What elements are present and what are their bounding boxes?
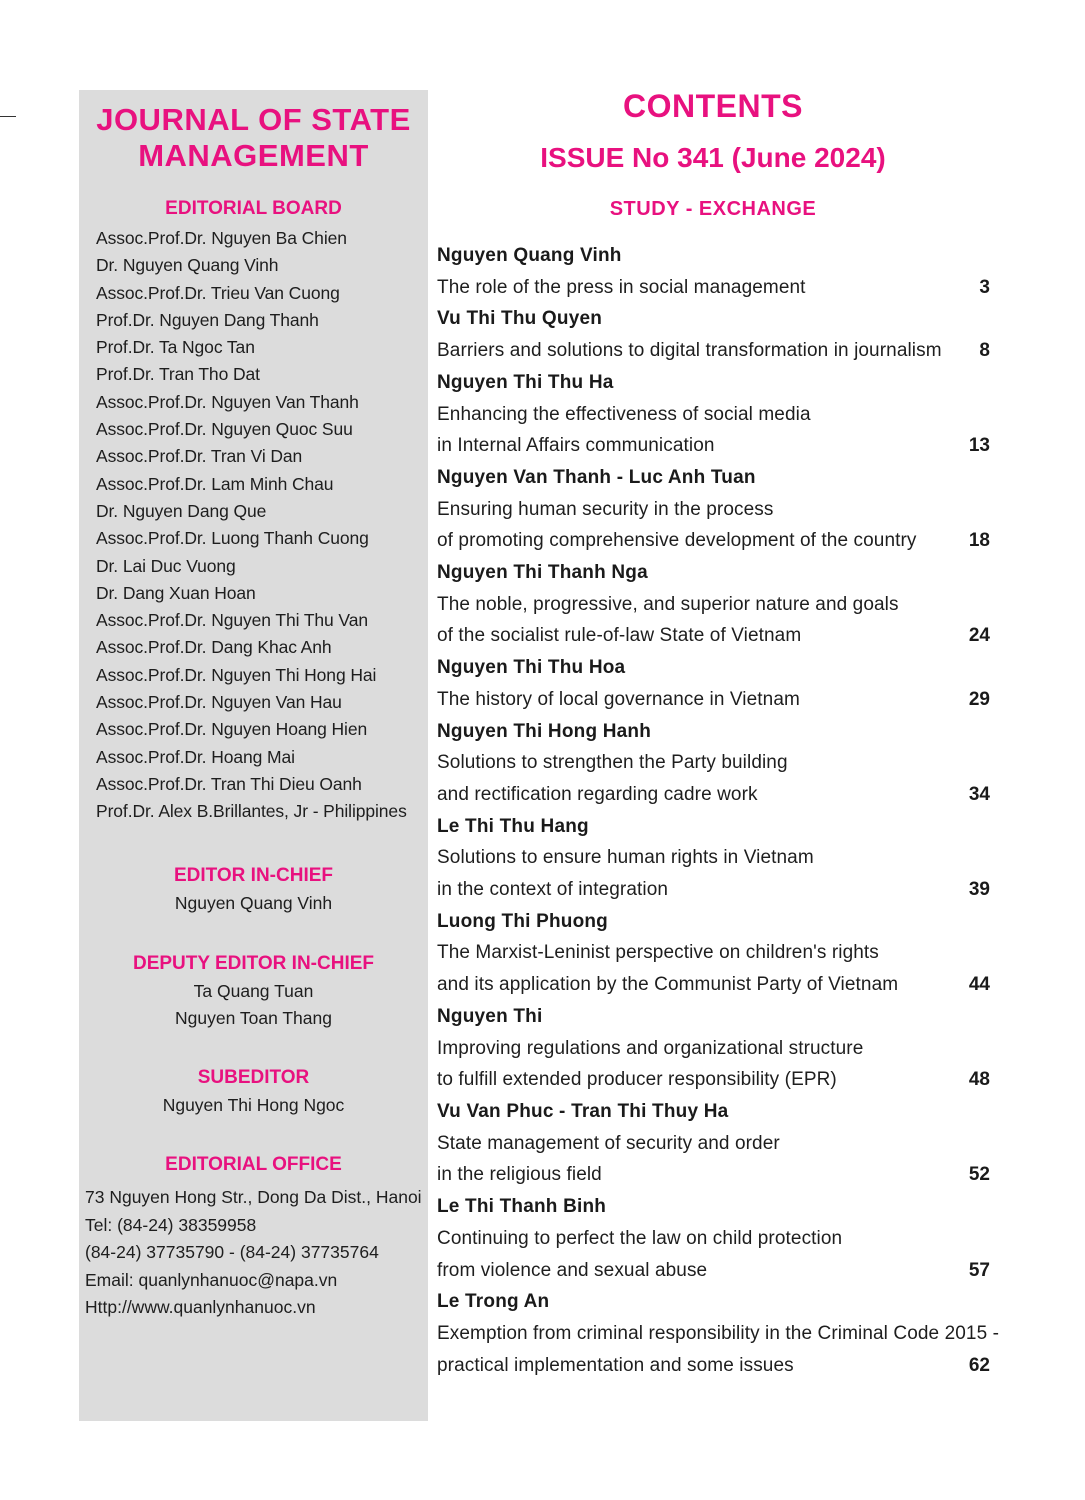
toc-author: Nguyen Thi Thanh Nga [437, 562, 648, 584]
toc-title-line: The history of local governance in Vietnam [437, 688, 800, 710]
masthead-panel [79, 90, 428, 1421]
toc-title-line: State management of security and order [437, 1132, 780, 1154]
editorial-office-details [85, 1184, 422, 1322]
toc-title-line: and its application by the Communist Party of Vietnam [437, 974, 899, 996]
toc-title-line: from violence and sexual abuse [437, 1259, 708, 1281]
board-member: Dr. Lai Duc Vuong [96, 555, 236, 576]
toc-entry [437, 1286, 1000, 1381]
toc-entry [437, 716, 990, 811]
board-member: Assoc.Prof.Dr. Tran Thi Dieu Oanh [96, 773, 362, 794]
toc-entry [437, 240, 990, 303]
info-line: Nguyen Toan Thang [175, 1008, 332, 1028]
board-member: Assoc.Prof.Dr. Nguyen Hoang Hien [96, 719, 368, 740]
board-member: Prof.Dr. Nguyen Dang Thanh [96, 309, 319, 330]
toc-title-line: Solutions to ensure human rights in Vietnam [437, 847, 814, 869]
crop-mark [0, 116, 16, 117]
info-line: Nguyen Quang Vinh [174, 893, 333, 913]
toc-author: Le Trong An [437, 1291, 550, 1313]
toc-page-number: 34 [968, 783, 990, 805]
toc-entry [437, 462, 990, 557]
toc-entry [437, 1191, 990, 1286]
board-member: Dr. Nguyen Dang Que [96, 500, 267, 521]
toc-title-line: Barriers and solutions to digital transformation in journalism [437, 340, 942, 362]
info-line: Tel: (84-24) 38359958 [85, 1214, 257, 1235]
toc-author: Le Thi Thu Hang [437, 815, 589, 837]
info-line: 73 Nguyen Hong Str., Dong Da Dist., Hanoi [85, 1187, 422, 1207]
editorial-office-heading: EDITORIAL OFFICE [165, 1154, 342, 1175]
toc-page-number: 3 [979, 276, 990, 298]
toc-title-line: of promoting comprehensive development of the country [437, 530, 917, 552]
toc-page-number: 44 [968, 974, 990, 996]
toc-author: Vu Van Phuc - Tran Thi Thuy Ha [437, 1100, 729, 1122]
toc-author: Nguyen Thi Thu Ha [437, 371, 614, 393]
toc-title-line: The noble, progressive, and superior nature and goals [437, 593, 899, 615]
info-line: Email: quanlynhanuoc@napa.vn [85, 1269, 338, 1290]
board-member: Prof.Dr. Ta Ngoc Tan [96, 337, 255, 358]
toc-page-number: 18 [968, 530, 990, 552]
toc-title-line: Enhancing the effectiveness of social media [437, 403, 811, 425]
toc-entry [437, 367, 990, 462]
toc-page-number: 13 [968, 435, 990, 457]
contents-heading: CONTENTS [623, 88, 803, 124]
toc-title-line: Continuing to perfect the law on child protection [437, 1227, 843, 1249]
toc-entry [437, 811, 990, 906]
subeditor-heading: SUBEDITOR [197, 1067, 310, 1088]
board-member: Prof.Dr. Tran Tho Dat [96, 364, 260, 385]
toc-author: Nguyen Thi Hong Hanh [437, 720, 652, 742]
toc-page-number: 52 [968, 1164, 990, 1186]
toc-entry [437, 1096, 990, 1191]
board-member: Prof.Dr. Alex B.Brillantes, Jr - Philippines [96, 801, 407, 822]
toc-author: Nguyen Thi [437, 1005, 543, 1027]
deputy-editor-names [79, 978, 428, 1032]
board-member: Assoc.Prof.Dr. Hoang Mai [96, 746, 295, 767]
toc-title-line: to fulfill extended producer responsibility (EPR) [437, 1069, 837, 1091]
toc-title-line: Exemption from criminal responsibility in the Criminal Code 2015 - [437, 1322, 1000, 1344]
toc-entry [437, 652, 990, 715]
toc-title-line: The role of the press in social management [437, 276, 806, 298]
toc-author: Nguyen Thi Thu Hoa [437, 657, 626, 679]
toc-author: Le Thi Thanh Binh [437, 1196, 607, 1218]
toc-title-line: practical implementation and some issues [437, 1354, 794, 1376]
board-member: Assoc.Prof.Dr. Nguyen Thi Thu Van [96, 610, 368, 631]
board-member: Assoc.Prof.Dr. Tran Vi Dan [96, 446, 303, 467]
board-member: Assoc.Prof.Dr. Trieu Van Cuong [96, 282, 340, 303]
toc-page-number: 48 [968, 1069, 990, 1091]
toc-page-number: 62 [968, 1354, 990, 1376]
issue-title: ISSUE No 341 (June 2024) [540, 142, 886, 173]
toc-title-line: Solutions to strengthen the Party building [437, 752, 788, 774]
board-member: Assoc.Prof.Dr. Nguyen Van Hau [96, 692, 342, 713]
toc-author: Nguyen Quang Vinh [437, 245, 622, 266]
deputy-editor-heading: DEPUTY EDITOR IN-CHIEF [132, 953, 375, 974]
board-member: Assoc.Prof.Dr. Nguyen Van Thanh [96, 391, 359, 412]
board-member: Assoc.Prof.Dr. Nguyen Quoc Suu [96, 419, 353, 440]
toc-entry [437, 303, 990, 366]
section-title: STUDY - EXCHANGE [609, 198, 817, 220]
board-member: Dr. Nguyen Quang Vinh [96, 255, 279, 276]
info-line: (84-24) 37735790 - (84-24) 37735764 [85, 1242, 379, 1262]
toc-page-number: 8 [979, 340, 990, 362]
subeditor-names [79, 1092, 428, 1119]
table-of-contents [437, 240, 1000, 1381]
toc-page-number: 24 [968, 625, 990, 647]
toc-title-line: Ensuring human security in the process [437, 498, 774, 520]
toc-entry [437, 906, 990, 1001]
board-member: Assoc.Prof.Dr. Nguyen Thi Hong Hai [96, 664, 377, 685]
toc-entry [437, 1001, 990, 1096]
toc-author: Vu Thi Thu Quyen [437, 308, 603, 330]
board-member: Dr. Dang Xuan Hoan [96, 582, 256, 603]
board-member: Assoc.Prof.Dr. Luong Thanh Cuong [96, 528, 369, 549]
toc-title-line: and rectification regarding cadre work [437, 783, 758, 805]
toc-title-line: in the context of integration [437, 879, 669, 901]
board-member: Assoc.Prof.Dr. Dang Khac Anh [96, 637, 332, 658]
editorial-board-list [96, 225, 407, 826]
info-line: Nguyen Thi Hong Ngoc [162, 1095, 345, 1115]
info-line: Http://www.quanlynhanuoc.vn [85, 1297, 316, 1317]
editor-in-chief-heading: EDITOR IN-CHIEF [173, 865, 334, 886]
toc-page-number: 29 [968, 688, 990, 710]
toc-title-line: in Internal Affairs communication [437, 435, 715, 457]
info-line: Ta Quang Tuan [193, 981, 314, 1001]
toc-title-line: of the socialist rule-of-law State of Vietnam [437, 625, 802, 647]
toc-page-number: 57 [968, 1259, 990, 1281]
board-member: Assoc.Prof.Dr. Nguyen Ba Chien [96, 228, 347, 248]
journal-title: JOURNAL OF STATE MANAGEMENT [96, 102, 411, 173]
editorial-board-heading: EDITORIAL BOARD [165, 198, 342, 219]
toc-title-line: Improving regulations and organizational structure [437, 1037, 864, 1059]
toc-entry [437, 557, 990, 652]
toc-author: Nguyen Van Thanh - Luc Anh Tuan [437, 466, 756, 488]
toc-page-number: 39 [968, 879, 990, 901]
toc-title-line: The Marxist-Leninist perspective on children's rights [437, 942, 879, 964]
board-member: Assoc.Prof.Dr. Lam Minh Chau [96, 473, 334, 494]
editor-in-chief-names [79, 890, 428, 917]
toc-title-line: in the religious field [437, 1164, 602, 1186]
toc-author: Luong Thi Phuong [437, 910, 608, 932]
